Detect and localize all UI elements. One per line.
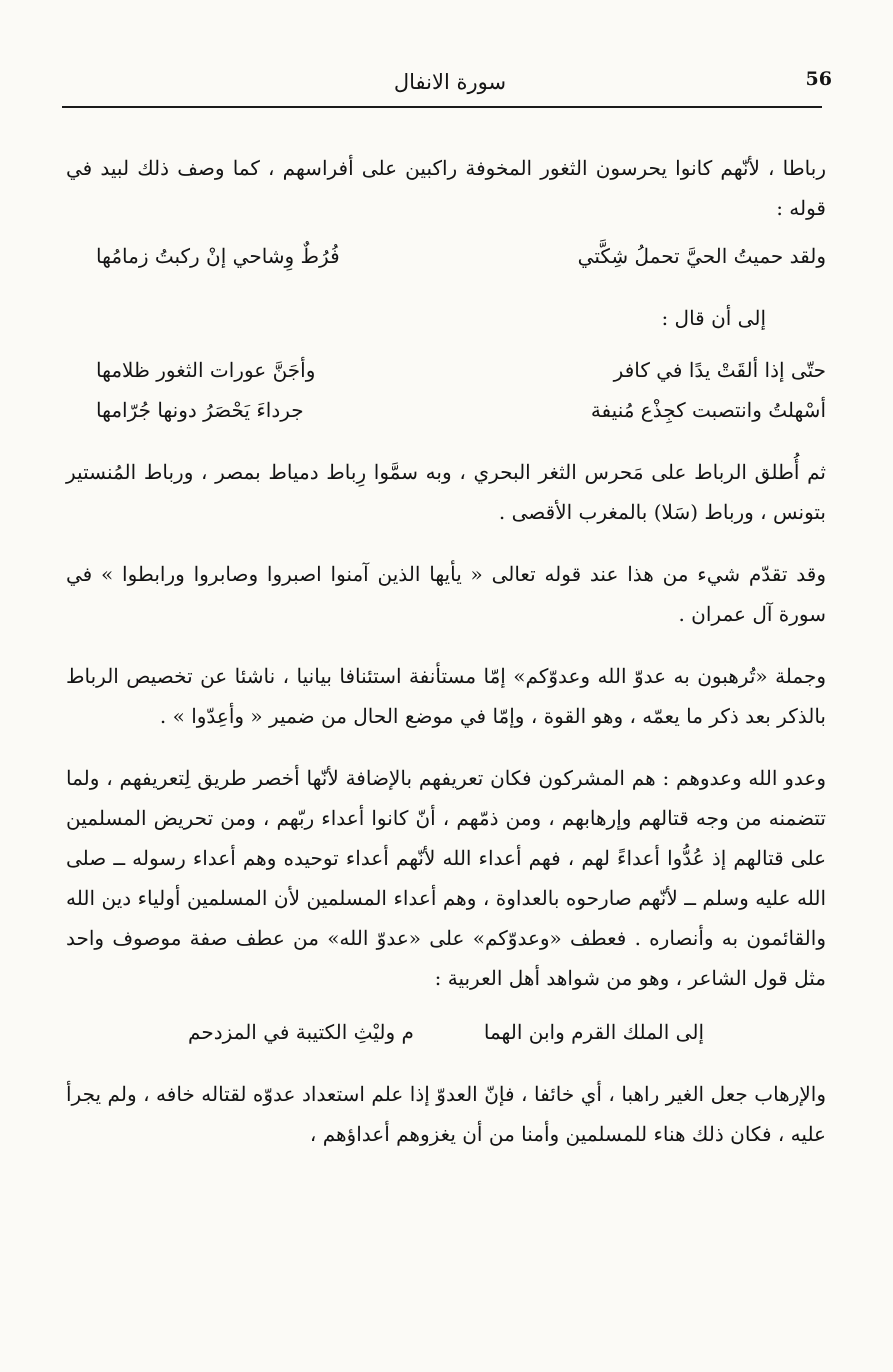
verse-3-first-hemistich: إلى الملك القرم وابن الهما [483, 1020, 704, 1044]
verse-2a-first-hemistich: حتّى إذا ألقَتْ يدًا في كافر [613, 358, 826, 382]
verse-1-first-hemistich: ولقد حميتُ الحيَّ تحملُ شِكَّتي [577, 244, 826, 268]
verse-2a [66, 350, 826, 390]
verse-3 [66, 1012, 826, 1052]
verse-2b [66, 390, 826, 430]
header-divider [62, 106, 822, 108]
paragraph-6: وعدو الله وعدوهم : هم المشركون فكان تعريفهم بالإضافة لأنّها أخصر طريق لِتعريفهم ، ولما تتضمنه من وجه قتالهم وإرهابهم ، ومن ذمّهم ، أنّ كانوا أعداء ربّهم ، ومن تحريض المسلمين على قتالهم إذ عُدُّوا أعداءً لهم ، فهم أعداء الله لأنّهم أعداء توحيده وهم أعداء رسوله ــ صلى الله عليه وسلم ــ لأنّهم صارحوه بالعداوة ، وهم أعداء المسلمين لأن المسلمين أولياء دين الله والقائمون به وأنصاره . فعطف «وعدوّكم» على «عدوّ الله» من عطف صفة موصوف واحد مثل قول الشاعر ، وهو من شواهد أهل العربية : [66, 766, 826, 990]
page-number: 56 [805, 68, 832, 90]
paragraph-2: إلى أن قال : [661, 306, 766, 330]
page-body [66, 148, 826, 1154]
verse-3-second-hemistich: م وليْثِ الكتيبة في المزدحم [188, 1020, 414, 1044]
verse-1 [66, 236, 826, 276]
paragraph-1: رباطا ، لأنّهم كانوا يحرسون الثغور المخوفة راكبين على أفراسهم ، كما وصف ذلك لبيد في قوله : [66, 156, 826, 220]
paragraph-5: وجملة «تُرهبون به عدوّ الله وعدوّكم» إمّا مستأنفة استئنافا بيانيا ، ناشئا عن تخصيص الرباط بالذكر بعد ذكر ما يعمّه ، وهو القوة ، وإمّا في موضع الحال من ضمير « وأعِدّوا » . [66, 664, 826, 728]
verse-2b-first-hemistich: أسْهلتُ وانتصبت كجِذْع مُنيفة [590, 398, 826, 422]
verse-2b-second-hemistich: جرداءَ يَحْصَرُ دونها جُرّامها [96, 398, 304, 422]
verse-2a-second-hemistich: وأجَنَّ عورات الثغور ظلامها [96, 358, 316, 382]
paragraph-3: ثم أُطلق الرباط على مَحرس الثغر البحري ، وبه سمَّوا رِباط دمياط بمصر ، ورباط المُنستير بتونس ، ورباط (سَلا) بالمغرب الأقصى . [66, 460, 826, 524]
paragraph-7: والإرهاب جعل الغير راهبا ، أي خائفا ، فإنّ العدوّ إذا علم استعداد عدوّه لقتاله خافه ، ولم يجرأ عليه ، فكان ذلك هناء للمسلمين وأمنا من أن يغزوهم أعداؤهم ، [66, 1082, 826, 1146]
paragraph-4: وقد تقدّم شيء من هذا عند قوله تعالى « يأيها الذين آمنوا اصبروا وصابروا ورابطوا » في سورة آل عمران . [66, 562, 826, 626]
running-title: سورة الانفال [393, 70, 507, 94]
verse-1-second-hemistich: فُرُطٌ وِشاحي إنْ ركبتُ زمامُها [96, 244, 340, 268]
